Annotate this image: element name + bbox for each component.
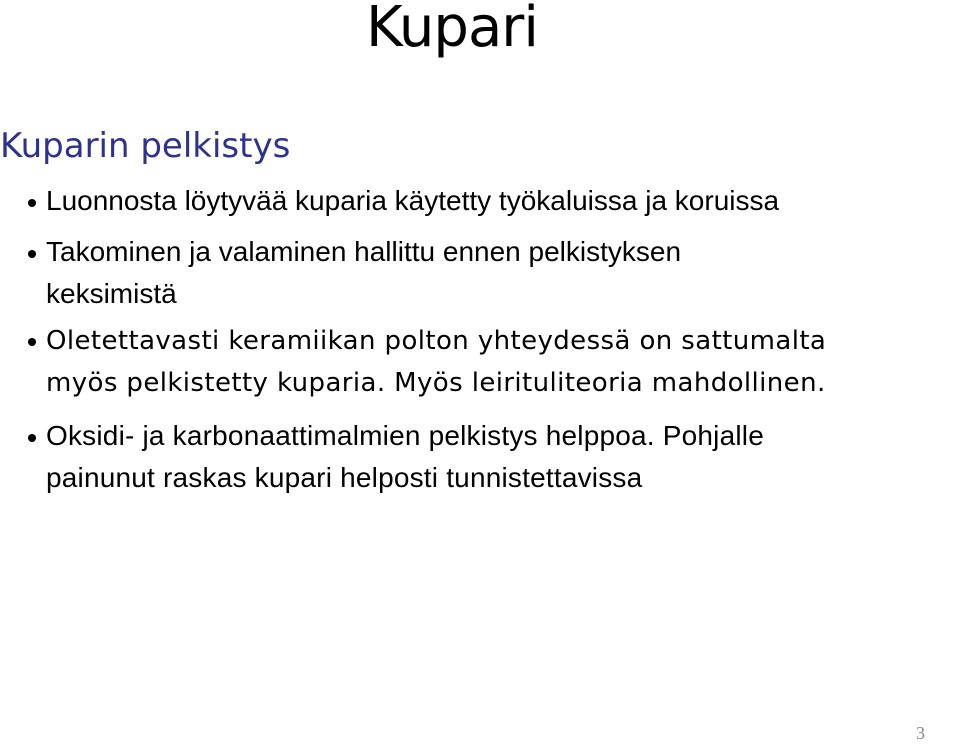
page-number: 3 — [916, 723, 925, 743]
bullet-line: Luonnosta löytyvää kuparia käytetty työkaluissa ja koruissa — [46, 185, 780, 216]
bullet-line: Oletettavasti keramiikan polton yhteydessä on sattumalta — [46, 326, 827, 356]
bullet-line: painunut raskas kupari helposti tunnistettavissa — [46, 462, 643, 493]
bullet-line: myös pelkistetty kuparia. Myös leirituliteoria mahdollinen. — [46, 368, 826, 398]
bullet-item — [18, 320, 953, 404]
bullet-dot-icon — [28, 250, 36, 258]
slide-title: Kupari — [366, 0, 538, 60]
section-heading: Kuparin pelkistys — [0, 126, 291, 166]
bullet-dot-icon — [28, 199, 36, 207]
bullet-item — [18, 415, 953, 499]
bullet-dot-icon — [28, 434, 36, 442]
bullet-line: Oksidi- ja karbonaattimalmien pelkistys helppoa. Pohjalle — [46, 420, 764, 451]
bullet-item — [18, 180, 953, 222]
bullet-line: Takominen ja valaminen hallittu ennen pelkistyksen — [46, 236, 682, 267]
bullet-item — [18, 231, 953, 315]
bullet-line: keksimistä — [46, 278, 177, 309]
bullet-dot-icon — [28, 338, 36, 346]
